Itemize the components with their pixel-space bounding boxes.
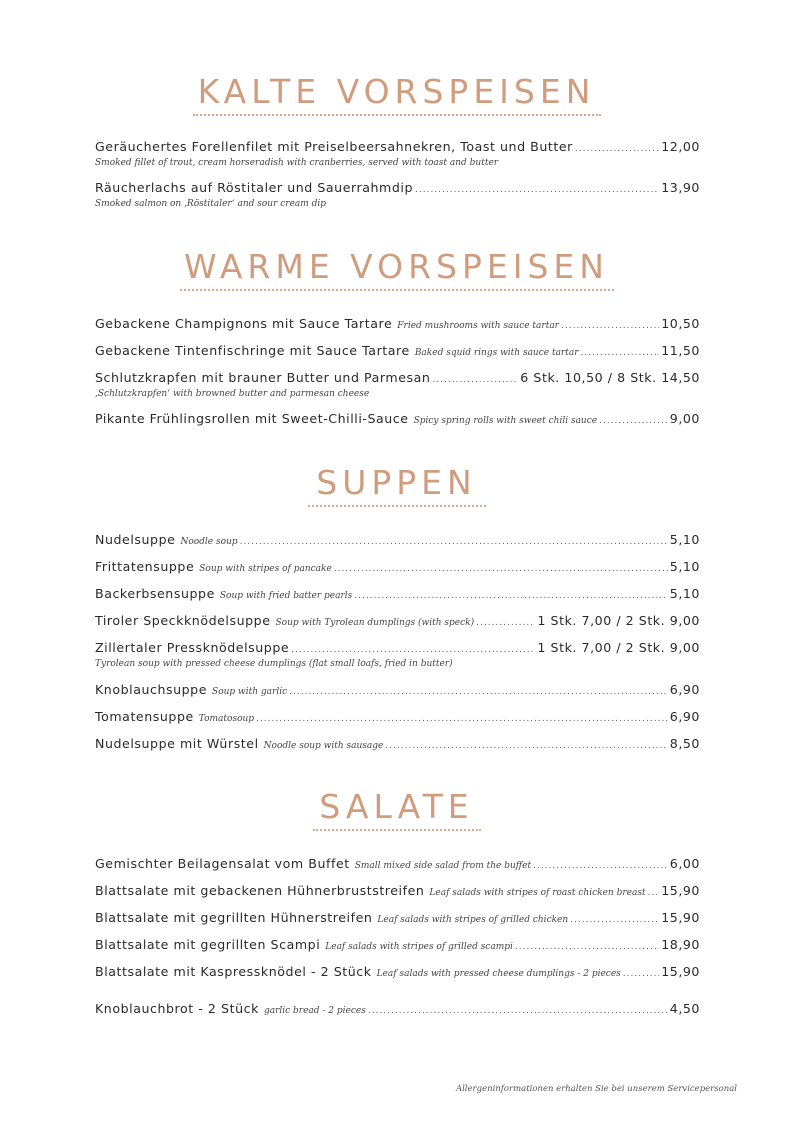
- dish-name: Blattsalate mit gebackenen Hühnerbruststreifen: [95, 883, 425, 898]
- dish-price: 5,10: [669, 559, 700, 574]
- dish-translation: Soup with Tyrolean dumplings (with speck): [275, 618, 475, 628]
- dish-translation: Fried mushrooms with sauce tartar: [397, 321, 559, 331]
- menu-item: [95, 613, 700, 631]
- dotted-divider: [308, 505, 486, 507]
- dish-price: 11,50: [661, 343, 700, 358]
- dish-price: 12,00: [661, 139, 700, 154]
- dish-translation: Tyrolean soup with pressed cheese dumplings (flat small loafs, fried in butter): [95, 659, 453, 669]
- dotted-divider: [313, 829, 481, 831]
- dish-price: 6 Stk. 10,50 / 8 Stk. 14,50: [520, 370, 700, 385]
- dot-leader: [334, 561, 668, 577]
- dot-leader: [385, 738, 667, 754]
- dish-translation: ‚Schlutzkrapfen‘ with browned butter and parmesan cheese: [95, 389, 370, 399]
- dish-price: 4,50: [669, 1001, 700, 1016]
- dot-leader: [599, 413, 668, 429]
- menu-item: [95, 139, 700, 169]
- dish-name: Gebackene Champignons mit Sauce Tartare: [95, 316, 393, 331]
- dish-translation: Baked squid rings with sauce tartar: [414, 348, 579, 358]
- dotted-divider: [180, 289, 614, 291]
- allergen-note: Allergeninformationen erhalten Sie bei unserem Servicepersonal: [455, 1084, 737, 1094]
- menu-item: [95, 532, 700, 550]
- dish-price: 10,50: [661, 316, 700, 331]
- menu-item: [95, 1001, 700, 1019]
- menu-item: [95, 343, 700, 361]
- dot-leader: [581, 345, 660, 361]
- menu-item: [95, 316, 700, 334]
- dish-translation: Leaf salads with stripes of roast chicken breast: [429, 888, 646, 898]
- menu-item: [95, 586, 700, 604]
- dish-price: 1 Stk. 7,00 / 2 Stk. 9,00: [537, 640, 700, 655]
- dot-leader: [533, 858, 668, 874]
- dish-name: Tomatensuppe: [95, 709, 194, 724]
- dish-name: Blattsalate mit gegrillten Hühnerstreifen: [95, 910, 373, 925]
- menu-item: [95, 910, 700, 928]
- section-title: WARME VORSPEISEN: [184, 247, 609, 286]
- dish-translation: Smoked salmon on ‚Röstitaler‘ and sour cream dip: [95, 199, 327, 209]
- dish-name: Nudelsuppe: [95, 532, 176, 547]
- menu-item: [95, 559, 700, 577]
- dish-price: 18,90: [661, 937, 700, 952]
- dish-translation: Leaf salads with stripes of grilled scampi: [325, 942, 513, 952]
- dish-translation: Leaf salads with pressed cheese dumplings - 2 pieces: [376, 969, 621, 979]
- menu-item: [95, 736, 700, 754]
- dish-name: Backerbsensuppe: [95, 586, 215, 601]
- menu-item: [95, 964, 700, 982]
- dot-leader: [256, 711, 668, 727]
- dish-name: Zillertaler Pressknödelsuppe: [95, 640, 290, 655]
- dot-leader: [291, 642, 535, 658]
- section-salate: [0, 787, 793, 831]
- dish-name: Frittatensuppe: [95, 559, 195, 574]
- dish-price: 8,50: [669, 736, 700, 751]
- section-kalte-vorspeisen: [0, 72, 793, 116]
- dish-name: Räucherlachs auf Röstitaler und Sauerrahmdip: [95, 180, 413, 195]
- dot-leader: [570, 912, 659, 928]
- dish-translation: Noodle soup with sausage: [263, 741, 384, 751]
- dish-translation: Soup with garlic: [212, 687, 288, 697]
- dish-price: 15,90: [661, 883, 700, 898]
- dot-leader: [368, 1003, 668, 1019]
- dish-translation: Noodle soup: [180, 537, 238, 547]
- dish-price: 6,90: [669, 709, 700, 724]
- dish-name: Nudelsuppe mit Würstel: [95, 736, 259, 751]
- menu-item: [95, 370, 700, 400]
- dish-translation: Smoked fillet of trout, cream horseradish with cranberries, served with toast and butter: [95, 158, 499, 168]
- dot-leader: [240, 534, 668, 550]
- dish-price: 15,90: [661, 964, 700, 979]
- dish-translation: garlic bread - 2 pieces: [263, 1006, 366, 1016]
- dot-leader: [575, 141, 659, 157]
- dish-translation: Spicy spring rolls with sweet chili sauce: [413, 416, 598, 426]
- dot-leader: [476, 615, 535, 631]
- dish-translation: Tomatosoup: [198, 714, 255, 724]
- dish-price: 5,10: [669, 532, 700, 547]
- menu-item: [95, 856, 700, 874]
- menu-item: [95, 180, 700, 210]
- dish-name: Gemischter Beilagensalat vom Buffet: [95, 856, 350, 871]
- dish-name: Pikante Frühlingsrollen mit Sweet-Chilli-Sauce: [95, 411, 409, 426]
- section-suppen: [0, 463, 793, 507]
- dish-translation: Soup with fried batter pearls: [219, 591, 353, 601]
- dish-price: 13,90: [661, 180, 700, 195]
- menu-item: [95, 883, 700, 901]
- dish-translation: Soup with stripes of pancake: [199, 564, 332, 574]
- menu-item: [95, 640, 700, 670]
- menu-item: [95, 682, 700, 700]
- dot-leader: [289, 684, 668, 700]
- dish-name: Geräuchertes Forellenfilet mit Preiselbeersahnekren, Toast und Butter: [95, 139, 573, 154]
- dot-leader: [561, 318, 659, 334]
- dot-leader: [432, 372, 518, 388]
- section-title: SALATE: [319, 787, 474, 826]
- dish-name: Tiroler Speckknödelsuppe: [95, 613, 271, 628]
- dot-leader: [623, 966, 659, 982]
- dot-leader: [515, 939, 659, 955]
- section-title: KALTE VORSPEISEN: [197, 72, 596, 111]
- dish-name: Knoblauchsuppe: [95, 682, 208, 697]
- dot-leader: [648, 885, 660, 901]
- dish-name: Blattsalate mit gegrillten Scampi: [95, 937, 321, 952]
- dish-price: 1 Stk. 7,00 / 2 Stk. 9,00: [537, 613, 700, 628]
- dish-name: Knoblauchbrot - 2 Stück: [95, 1001, 259, 1016]
- dish-price: 5,10: [669, 586, 700, 601]
- dish-price: 15,90: [661, 910, 700, 925]
- dish-translation: Leaf salads with stripes of grilled chicken: [377, 915, 569, 925]
- dish-name: Schlutzkrapfen mit brauner Butter und Parmesan: [95, 370, 431, 385]
- section-warme-vorspeisen: [0, 247, 793, 291]
- dish-name: Blattsalate mit Kaspressknödel - 2 Stück: [95, 964, 372, 979]
- dish-name: Gebackene Tintenfischringe mit Sauce Tartare: [95, 343, 410, 358]
- dish-price: 6,90: [669, 682, 700, 697]
- dotted-divider: [193, 114, 601, 116]
- dish-translation: Small mixed side salad from the buffet: [354, 861, 532, 871]
- menu-item: [95, 709, 700, 727]
- menu-item: [95, 411, 700, 429]
- section-title: SUPPEN: [316, 463, 477, 502]
- dot-leader: [354, 588, 667, 604]
- dot-leader: [415, 182, 659, 198]
- menu-item: [95, 937, 700, 955]
- dish-price: 9,00: [669, 411, 700, 426]
- dish-price: 6,00: [669, 856, 700, 871]
